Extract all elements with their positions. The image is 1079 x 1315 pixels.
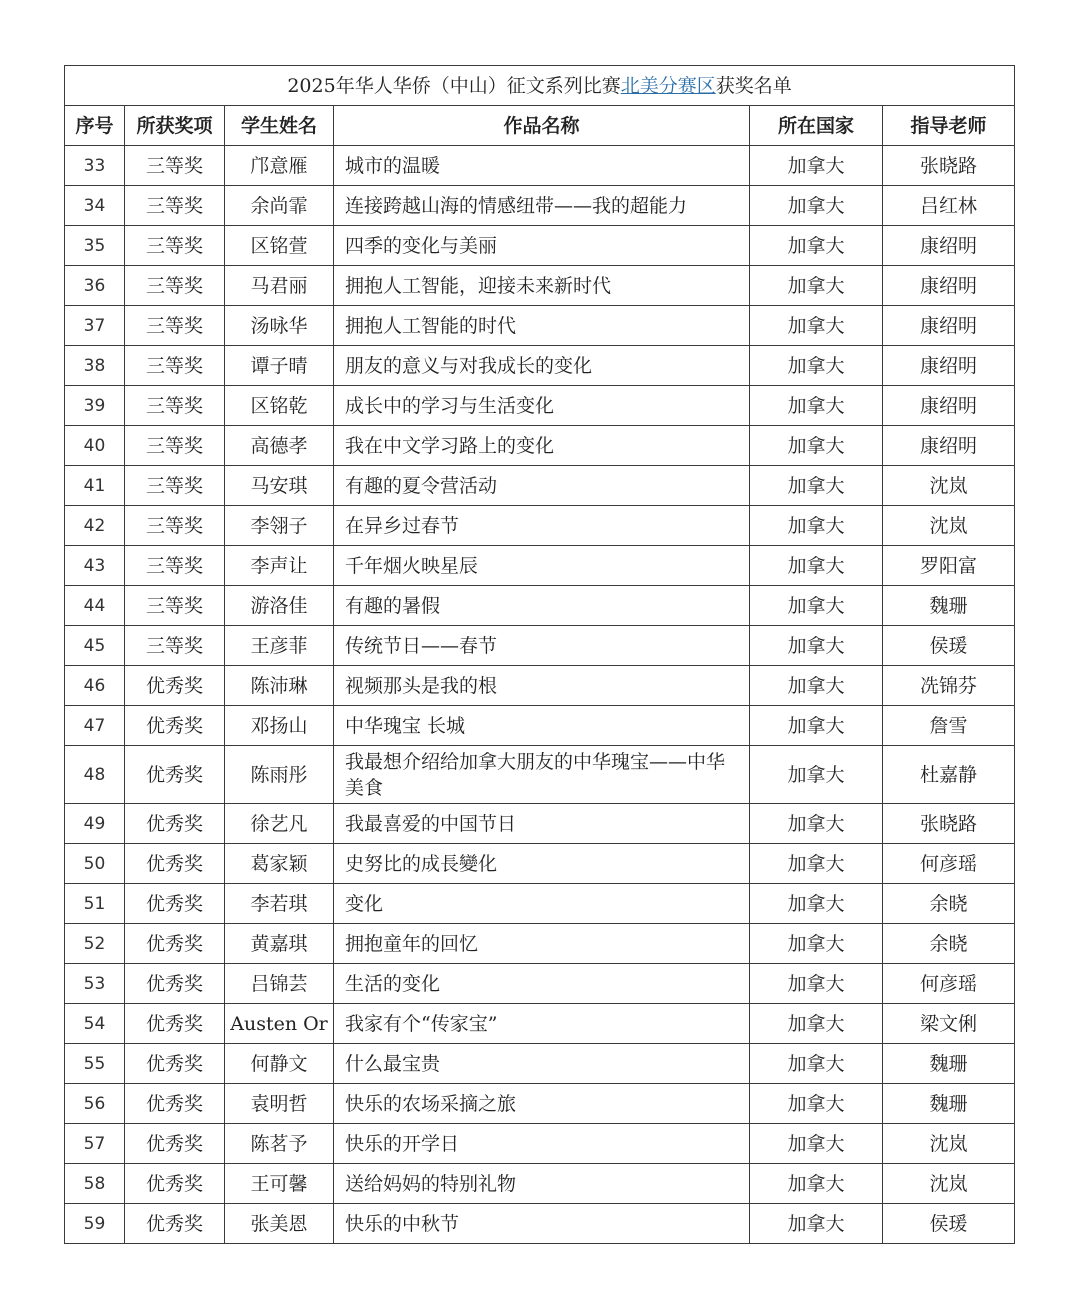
table-row [65, 546, 1015, 586]
cell-number: 47 [65, 706, 125, 746]
cell-student-name: 李翎子 [225, 506, 334, 546]
table-row [65, 1124, 1015, 1164]
table-row [65, 746, 1015, 804]
cell-award: 三等奖 [125, 146, 225, 186]
cell-award: 三等奖 [125, 426, 225, 466]
cell-number: 49 [65, 804, 125, 844]
cell-teacher: 康绍明 [883, 386, 1015, 426]
table-body [65, 146, 1015, 1244]
cell-number: 39 [65, 386, 125, 426]
cell-work-title: 拥抱人工智能的时代 [334, 306, 750, 346]
cell-award: 优秀奖 [125, 706, 225, 746]
cell-number: 45 [65, 626, 125, 666]
cell-award: 三等奖 [125, 266, 225, 306]
table-row [65, 386, 1015, 426]
cell-teacher: 魏珊 [883, 1084, 1015, 1124]
cell-student-name: 何静文 [225, 1044, 334, 1084]
cell-number: 36 [65, 266, 125, 306]
cell-award: 优秀奖 [125, 746, 225, 804]
cell-student-name: 区铭萱 [225, 226, 334, 266]
header-country: 所在国家 [750, 106, 883, 146]
cell-teacher: 何彦瑶 [883, 964, 1015, 1004]
cell-work-title: 快乐的中秋节 [334, 1204, 750, 1244]
cell-number: 40 [65, 426, 125, 466]
cell-work-title: 生活的变化 [334, 964, 750, 1004]
cell-country: 加拿大 [750, 386, 883, 426]
cell-teacher: 康绍明 [883, 346, 1015, 386]
cell-number: 43 [65, 546, 125, 586]
cell-work-title: 我在中文学习路上的变化 [334, 426, 750, 466]
cell-country: 加拿大 [750, 466, 883, 506]
header-student-name: 学生姓名 [225, 106, 334, 146]
cell-award: 三等奖 [125, 546, 225, 586]
cell-work-title: 连接跨越山海的情感纽带——我的超能力 [334, 186, 750, 226]
cell-country: 加拿大 [750, 1204, 883, 1244]
table-row [65, 426, 1015, 466]
cell-teacher: 杜嘉静 [883, 746, 1015, 804]
cell-work-title: 在异乡过春节 [334, 506, 750, 546]
cell-student-name: Austen Or [225, 1004, 334, 1044]
cell-number: 48 [65, 746, 125, 804]
cell-student-name: 王彦菲 [225, 626, 334, 666]
cell-country: 加拿大 [750, 964, 883, 1004]
cell-teacher: 康绍明 [883, 266, 1015, 306]
cell-number: 44 [65, 586, 125, 626]
cell-country: 加拿大 [750, 706, 883, 746]
cell-student-name: 徐艺凡 [225, 804, 334, 844]
cell-student-name: 余尚霏 [225, 186, 334, 226]
cell-country: 加拿大 [750, 1084, 883, 1124]
cell-work-title: 拥抱童年的回忆 [334, 924, 750, 964]
cell-work-title: 成长中的学习与生活变化 [334, 386, 750, 426]
cell-number: 55 [65, 1044, 125, 1084]
cell-country: 加拿大 [750, 884, 883, 924]
cell-award: 优秀奖 [125, 1164, 225, 1204]
cell-award: 三等奖 [125, 186, 225, 226]
table-row [65, 804, 1015, 844]
header-number: 序号 [65, 106, 125, 146]
cell-country: 加拿大 [750, 346, 883, 386]
cell-teacher: 沈岚 [883, 506, 1015, 546]
cell-country: 加拿大 [750, 1004, 883, 1044]
cell-country: 加拿大 [750, 666, 883, 706]
table-row [65, 1004, 1015, 1044]
table-row [65, 506, 1015, 546]
cell-country: 加拿大 [750, 146, 883, 186]
cell-number: 42 [65, 506, 125, 546]
cell-number: 52 [65, 924, 125, 964]
cell-country: 加拿大 [750, 506, 883, 546]
cell-teacher: 余晓 [883, 924, 1015, 964]
table-row [65, 226, 1015, 266]
cell-teacher: 冼锦芬 [883, 666, 1015, 706]
cell-work-title: 快乐的农场采摘之旅 [334, 1084, 750, 1124]
cell-student-name: 游洛佳 [225, 586, 334, 626]
cell-student-name: 吕锦芸 [225, 964, 334, 1004]
table-row [65, 626, 1015, 666]
cell-teacher: 张晓路 [883, 804, 1015, 844]
cell-number: 51 [65, 884, 125, 924]
cell-student-name: 葛家颖 [225, 844, 334, 884]
cell-number: 41 [65, 466, 125, 506]
cell-award: 优秀奖 [125, 1044, 225, 1084]
cell-country: 加拿大 [750, 226, 883, 266]
cell-student-name: 谭子晴 [225, 346, 334, 386]
cell-award: 三等奖 [125, 626, 225, 666]
table-row [65, 964, 1015, 1004]
cell-award: 优秀奖 [125, 804, 225, 844]
cell-student-name: 王可馨 [225, 1164, 334, 1204]
table-row [65, 466, 1015, 506]
cell-work-title: 城市的温暖 [334, 146, 750, 186]
cell-award: 优秀奖 [125, 666, 225, 706]
cell-country: 加拿大 [750, 924, 883, 964]
cell-award: 优秀奖 [125, 884, 225, 924]
region-link[interactable]: 北美分赛区 [620, 74, 716, 97]
cell-award: 优秀奖 [125, 1204, 225, 1244]
cell-country: 加拿大 [750, 1044, 883, 1084]
title-prefix: 2025年华人华侨（中山）征文系列比赛 [287, 74, 621, 97]
cell-award: 优秀奖 [125, 844, 225, 884]
table-row [65, 884, 1015, 924]
cell-student-name: 马安琪 [225, 466, 334, 506]
cell-work-title: 送给妈妈的特别礼物 [334, 1164, 750, 1204]
cell-teacher: 魏珊 [883, 1044, 1015, 1084]
header-row [65, 106, 1015, 146]
cell-student-name: 马君丽 [225, 266, 334, 306]
cell-number: 33 [65, 146, 125, 186]
cell-teacher: 康绍明 [883, 226, 1015, 266]
cell-student-name: 李若琪 [225, 884, 334, 924]
cell-student-name: 区铭乾 [225, 386, 334, 426]
cell-student-name: 邓扬山 [225, 706, 334, 746]
cell-teacher: 詹雪 [883, 706, 1015, 746]
cell-teacher: 何彦瑶 [883, 844, 1015, 884]
cell-country: 加拿大 [750, 746, 883, 804]
cell-work-title: 变化 [334, 884, 750, 924]
cell-number: 38 [65, 346, 125, 386]
cell-award: 优秀奖 [125, 964, 225, 1004]
cell-teacher: 康绍明 [883, 426, 1015, 466]
cell-award: 优秀奖 [125, 924, 225, 964]
cell-work-title: 拥抱人工智能，迎接未来新时代 [334, 266, 750, 306]
cell-student-name: 李声让 [225, 546, 334, 586]
cell-student-name: 陈沛琳 [225, 666, 334, 706]
cell-work-title: 快乐的开学日 [334, 1124, 750, 1164]
cell-work-title: 史努比的成長變化 [334, 844, 750, 884]
cell-country: 加拿大 [750, 306, 883, 346]
cell-award: 优秀奖 [125, 1084, 225, 1124]
cell-award: 三等奖 [125, 506, 225, 546]
cell-teacher: 梁文俐 [883, 1004, 1015, 1044]
cell-teacher: 吕红林 [883, 186, 1015, 226]
table-row [65, 1084, 1015, 1124]
cell-number: 50 [65, 844, 125, 884]
cell-number: 34 [65, 186, 125, 226]
cell-teacher: 余晓 [883, 884, 1015, 924]
table-row [65, 146, 1015, 186]
cell-country: 加拿大 [750, 586, 883, 626]
cell-student-name: 张美恩 [225, 1204, 334, 1244]
title-suffix: 获奖名单 [715, 74, 792, 97]
cell-teacher: 罗阳富 [883, 546, 1015, 586]
cell-student-name: 汤咏华 [225, 306, 334, 346]
cell-work-title: 有趣的夏令营活动 [334, 466, 750, 506]
cell-country: 加拿大 [750, 1124, 883, 1164]
cell-work-title: 有趣的暑假 [334, 586, 750, 626]
table-row [65, 306, 1015, 346]
cell-number: 35 [65, 226, 125, 266]
cell-teacher: 沈岚 [883, 1124, 1015, 1164]
table-row [65, 666, 1015, 706]
cell-work-title: 我最想介绍给加拿大朋友的中华瑰宝——中华美食 [334, 746, 750, 804]
table-title-row [65, 66, 1015, 106]
cell-number: 46 [65, 666, 125, 706]
cell-work-title: 传统节日——春节 [334, 626, 750, 666]
cell-work-title: 视频那头是我的根 [334, 666, 750, 706]
cell-student-name: 袁明哲 [225, 1084, 334, 1124]
cell-country: 加拿大 [750, 804, 883, 844]
cell-award: 优秀奖 [125, 1004, 225, 1044]
cell-student-name: 黄嘉琪 [225, 924, 334, 964]
cell-country: 加拿大 [750, 546, 883, 586]
cell-teacher: 康绍明 [883, 306, 1015, 346]
cell-number: 37 [65, 306, 125, 346]
cell-country: 加拿大 [750, 844, 883, 884]
cell-number: 57 [65, 1124, 125, 1164]
table-row [65, 706, 1015, 746]
table-row [65, 844, 1015, 884]
cell-work-title: 朋友的意义与对我成长的变化 [334, 346, 750, 386]
cell-teacher: 魏珊 [883, 586, 1015, 626]
cell-country: 加拿大 [750, 266, 883, 306]
cell-number: 56 [65, 1084, 125, 1124]
cell-student-name: 邝意雁 [225, 146, 334, 186]
award-list-table [64, 65, 1015, 1244]
cell-student-name: 陈茗予 [225, 1124, 334, 1164]
cell-award: 三等奖 [125, 306, 225, 346]
table-title [65, 66, 1015, 106]
cell-teacher: 张晓路 [883, 146, 1015, 186]
cell-number: 59 [65, 1204, 125, 1244]
cell-student-name: 高德孝 [225, 426, 334, 466]
cell-work-title: 我最喜爱的中国节日 [334, 804, 750, 844]
cell-award: 三等奖 [125, 346, 225, 386]
header-award: 所获奖项 [125, 106, 225, 146]
cell-country: 加拿大 [750, 186, 883, 226]
cell-work-title: 中华瑰宝 长城 [334, 706, 750, 746]
cell-teacher: 沈岚 [883, 466, 1015, 506]
table-row [65, 266, 1015, 306]
cell-work-title: 我家有个“传家宝” [334, 1004, 750, 1044]
table-row [65, 1204, 1015, 1244]
cell-award: 三等奖 [125, 386, 225, 426]
cell-country: 加拿大 [750, 626, 883, 666]
table-row [65, 186, 1015, 226]
cell-teacher: 侯瑗 [883, 626, 1015, 666]
table-row [65, 924, 1015, 964]
table-row [65, 346, 1015, 386]
cell-award: 三等奖 [125, 586, 225, 626]
cell-work-title: 什么最宝贵 [334, 1044, 750, 1084]
cell-award: 三等奖 [125, 466, 225, 506]
cell-number: 53 [65, 964, 125, 1004]
cell-teacher: 沈岚 [883, 1164, 1015, 1204]
cell-award: 优秀奖 [125, 1124, 225, 1164]
table-row [65, 586, 1015, 626]
table-row [65, 1044, 1015, 1084]
table-row [65, 1164, 1015, 1204]
cell-country: 加拿大 [750, 426, 883, 466]
cell-number: 58 [65, 1164, 125, 1204]
cell-number: 54 [65, 1004, 125, 1044]
header-teacher: 指导老师 [883, 106, 1015, 146]
cell-teacher: 侯瑗 [883, 1204, 1015, 1244]
header-work-title: 作品名称 [334, 106, 750, 146]
cell-country: 加拿大 [750, 1164, 883, 1204]
cell-award: 三等奖 [125, 226, 225, 266]
cell-work-title: 四季的变化与美丽 [334, 226, 750, 266]
cell-student-name: 陈雨彤 [225, 746, 334, 804]
cell-work-title: 千年烟火映星辰 [334, 546, 750, 586]
